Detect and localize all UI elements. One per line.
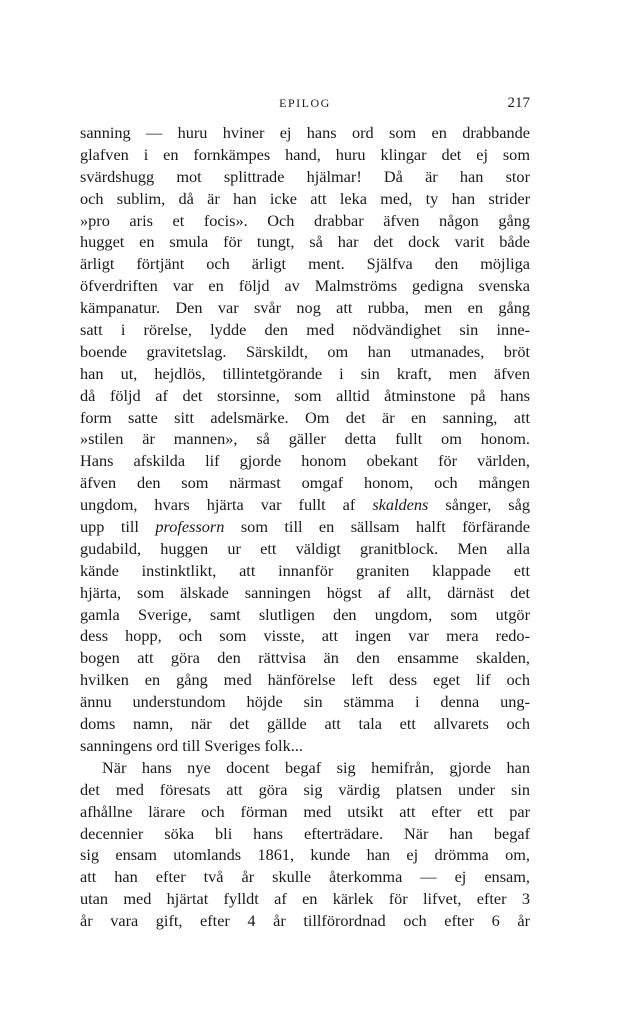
emphasized-word: skaldens	[372, 495, 429, 515]
text-line: glafven i en fornkämpes hand, huru klingar det ej som	[80, 144, 530, 164]
text-line: ännu understundom höjde sin stämma i denna ung-	[80, 692, 530, 712]
text-line: hvilken en gång med hänförelse left dess eget lif och	[80, 670, 530, 690]
text-line: då följd af det storsinne, som alltid åtminstone på hans	[80, 385, 530, 405]
text-line: att han efter två år skulle återkomma — ej ensam,	[80, 867, 530, 887]
text-line: »pro aris et focis». Och drabbar äfven någon gång	[80, 210, 530, 230]
text-line: gamla Sverige, samt slutligen den ungdom, som utgör	[80, 604, 530, 624]
text-line: Hans afskilda lif gjorde honom obekant för världen,	[80, 451, 530, 471]
text-line: afhållne lärare och förman med utsikt att efter ett par	[80, 801, 530, 821]
text-line: sig ensam utomlands 1861, kunde han ej drömma om,	[80, 845, 530, 865]
emphasized-word: professorn	[155, 517, 225, 537]
text-line: äfven den som närmast omgaf honom, och mången	[80, 473, 530, 493]
text-line: bogen att göra den rättvisa än den ensamme skalden,	[80, 648, 530, 668]
text-line: kände instinktlikt, att innanför graniten klappade ett	[80, 560, 530, 580]
text-line: upp till professorn som till en sällsam halft förfärande	[80, 517, 530, 537]
text-line: boende gravitetslag. Särskildt, om han utmanades, bröt	[80, 341, 530, 361]
running-head: EPILOG	[279, 96, 331, 110]
text-line: år vara gift, efter 4 år tillförordnad och efter 6 år	[80, 911, 530, 931]
body-text	[80, 122, 530, 932]
text-line: hugget en smula för tungt, så har det dock varit både	[80, 232, 530, 252]
text-line: ungdom, hvars hjärta var fullt af skaldens sånger, såg	[80, 495, 530, 515]
text-line: sanning — huru hviner ej hans ord som en drabbande	[80, 123, 530, 142]
text-line: han ut, hejdlös, tillintetgörande i sin kraft, men äfven	[80, 363, 530, 383]
text-line: kämpanatur. Den var svår nog att rubba, men en gång	[80, 298, 530, 318]
text-line: hjärta, som älskade sanningen högst af allt, därnäst det	[80, 582, 530, 602]
text-line: öfverdriften var en följd av Malmströms gedigna svenska	[80, 276, 530, 296]
text-line: gudabild, huggen ur ett väldigt granitblock. Men alla	[80, 538, 530, 558]
text-line: form satte sitt adelsmärke. Om det är en sanning, att	[80, 407, 530, 427]
text-line: doms namn, när det gällde att tala ett allvarets och	[80, 714, 530, 734]
text-line: »stilen är mannen», så gäller detta fullt om honom.	[80, 429, 530, 449]
text-line: satt i rörelse, lydde den med nödvändighet sin inne-	[80, 320, 530, 340]
text-line: ärligt förtjänt och ärligt ment. Själfva den möjliga	[80, 254, 530, 274]
text-line: utan med hjärtat fylldt af en kärlek för lifvet, efter 3	[80, 889, 530, 909]
text-line: det med föresats att göra sig värdig platsen under sin	[80, 779, 530, 799]
page-header	[80, 92, 530, 114]
paragraph-start-line: När hans nye docent begaf sig hemifrån, gjorde han	[102, 757, 530, 777]
page-number: 217	[507, 95, 530, 111]
text-line: och sublim, då är han icke att leka med, ty han strider	[80, 188, 530, 208]
text-line: dess hopp, och som visste, att ingen var mera redo-	[80, 626, 530, 646]
text-line: decennier söka bli hans efterträdare. När han begaf	[80, 823, 530, 843]
text-line: svärdshugg mot splittrade hjälmar! Då är han stor	[80, 166, 530, 186]
paragraph-end-line: sanningens ord till Sveriges folk...	[80, 735, 303, 755]
